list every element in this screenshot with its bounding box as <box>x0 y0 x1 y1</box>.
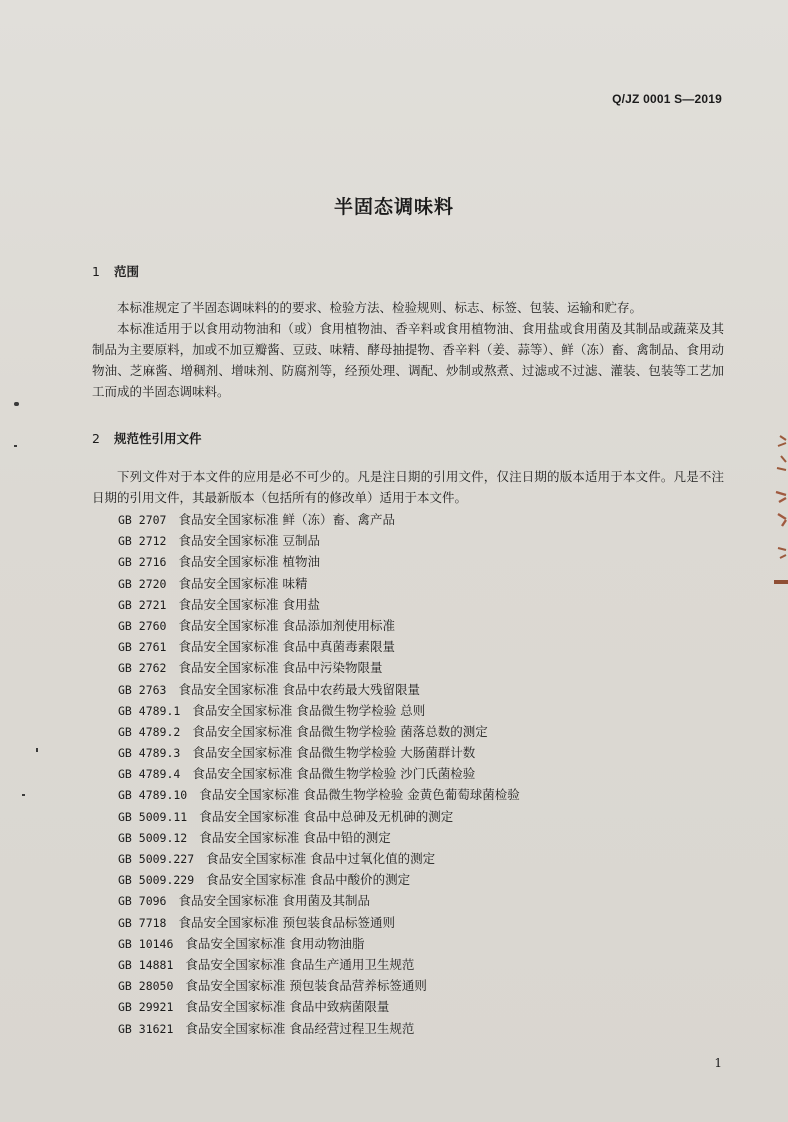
page-number: 1 <box>714 1056 722 1070</box>
reference-item <box>118 679 678 700</box>
reference-title: 食品安全国家标准 食用菌及其制品 <box>178 893 370 909</box>
reference-code: GB 4789.2 <box>118 724 181 739</box>
section-number: 1 <box>92 264 100 279</box>
reference-item <box>118 509 678 530</box>
scan-speck <box>14 402 19 406</box>
reference-title: 食品安全国家标准 预包装食品营养标签通则 <box>185 978 427 994</box>
reference-title: 食品安全国家标准 食品中真菌毒素限量 <box>178 639 395 655</box>
reference-item <box>118 806 678 827</box>
reference-title: 食品安全国家标准 食品添加剂使用标准 <box>178 617 395 633</box>
scope-paragraph: 本标准适用于以食用动物油和（或）食用植物油、香辛料或食用植物油、食用盐或食用菌及其制品或蔬菜及其制品为主要原料，加或不加豆瓣酱、豆豉、味精、酵母抽提物、香辛料（姜、蒜等）、鲜（冻）畜、禽制品、食用动物油、芝麻酱、增稠剂、增味剂、防腐剂等，经预处理、调配、炒制或熬煮、过滤或不过滤、灌装、包装等工艺加工而成的半固态调味料。 <box>92 321 724 399</box>
reference-list <box>118 509 678 1039</box>
reference-item <box>118 742 678 763</box>
reference-code: GB 5009.227 <box>118 852 195 866</box>
reference-title: 食品安全国家标准 食品生产通用卫生规范 <box>185 956 415 972</box>
reference-code: GB 29921 <box>118 1000 174 1015</box>
references-intro <box>92 466 724 508</box>
reference-title: 食品安全国家标准 食品中铅的测定 <box>199 829 391 845</box>
binding-stamp-edge <box>766 430 788 590</box>
reference-title: 食品安全国家标准 食品中农药最大残留限量 <box>178 681 420 697</box>
scan-speck <box>22 794 25 796</box>
reference-code: GB 2762 <box>118 661 167 676</box>
reference-item <box>118 1018 678 1039</box>
reference-title: 食品安全国家标准 食用动物油脂 <box>185 935 365 951</box>
document-title: 半固态调味料 <box>333 196 454 218</box>
reference-title: 食品安全国家标准 食品微生物学检验 总则 <box>192 702 426 718</box>
reference-item <box>118 848 678 869</box>
reference-title: 食品安全国家标准 鲜（冻）畜、禽产品 <box>178 512 395 527</box>
reference-title: 食品安全国家标准 食品微生物学检验 大肠菌群计数 <box>192 745 476 761</box>
reference-item <box>118 594 678 615</box>
reference-code: GB 2712 <box>118 534 167 549</box>
reference-title: 食品安全国家标准 植物油 <box>178 554 320 570</box>
reference-code: GB 2761 <box>118 640 167 655</box>
reference-code: GB 4789.3 <box>118 746 181 761</box>
reference-code: GB 2721 <box>118 597 167 612</box>
reference-code: GB 2716 <box>118 555 167 570</box>
scope-body <box>92 297 724 402</box>
reference-item <box>118 869 678 890</box>
reference-title: 食品安全国家标准 食品微生物学检验 金黄色葡萄球菌检验 <box>199 787 520 803</box>
reference-code: GB 28050 <box>118 979 174 994</box>
reference-item <box>118 530 678 551</box>
section-title: 规范性引用文件 <box>114 431 202 446</box>
reference-title: 食品安全国家标准 豆制品 <box>178 533 320 549</box>
reference-title: 食品安全国家标准 食品中污染物限量 <box>178 660 383 676</box>
reference-item <box>118 721 678 742</box>
reference-item <box>118 700 678 721</box>
reference-code: GB 7718 <box>118 915 167 930</box>
reference-code: GB 4789.4 <box>118 767 181 782</box>
reference-title: 食品安全国家标准 食品中酸价的测定 <box>206 872 411 888</box>
reference-code: GB 7096 <box>118 894 167 909</box>
reference-code: GB 31621 <box>118 1021 174 1036</box>
reference-item <box>118 657 678 678</box>
reference-item <box>118 890 678 911</box>
reference-code: GB 4789.1 <box>118 703 181 718</box>
standard-code: Q/JZ 0001 S—2019 <box>612 92 722 106</box>
reference-title: 食品安全国家标准 食品微生物学检验 沙门氏菌检验 <box>192 766 476 782</box>
reference-code: GB 2760 <box>118 618 167 633</box>
reference-item <box>118 996 678 1017</box>
reference-code: GB 5009.12 <box>118 830 188 845</box>
reference-item <box>118 954 678 975</box>
reference-title: 食品安全国家标准 食品中总砷及无机砷的测定 <box>199 808 454 824</box>
section-number: 2 <box>92 431 100 446</box>
reference-code: GB 2720 <box>118 576 167 591</box>
section-heading-scope <box>92 262 139 280</box>
references-intro-paragraph: 下列文件对于本文件的应用是必不可少的。凡是注日期的引用文件，仅注日期的版本适用于本文件。凡是不注日期的引用文件，其最新版本（包括所有的修改单）适用于本文件。 <box>92 469 724 505</box>
reference-code: GB 4789.10 <box>118 788 188 803</box>
reference-code: GB 10146 <box>118 936 174 951</box>
scope-paragraph: 本标准规定了半固态调味料的的要求、检验方法、检验规则、标志、标签、包装、运输和贮存。 <box>117 300 643 315</box>
reference-item <box>118 551 678 572</box>
reference-item <box>118 784 678 805</box>
reference-item <box>118 975 678 996</box>
reference-code: GB 2707 <box>118 513 167 527</box>
reference-code: GB 2763 <box>118 682 167 697</box>
reference-title: 食品安全国家标准 预包装食品标签通则 <box>178 914 395 930</box>
section-title: 范围 <box>114 264 140 279</box>
reference-title: 食品安全国家标准 食品中致病菌限量 <box>185 999 390 1015</box>
reference-title: 食品安全国家标准 食品中过氧化值的测定 <box>206 851 436 866</box>
reference-code: GB 5009.229 <box>118 873 195 888</box>
reference-item <box>118 827 678 848</box>
reference-item <box>118 933 678 954</box>
section-heading-normative-references <box>92 429 202 447</box>
reference-item <box>118 573 678 594</box>
reference-title: 食品安全国家标准 食品经营过程卫生规范 <box>185 1020 415 1036</box>
scan-speck <box>14 445 17 447</box>
scan-speck <box>36 748 38 752</box>
reference-title: 食品安全国家标准 食品微生物学检验 菌落总数的测定 <box>192 723 488 739</box>
reference-title: 食品安全国家标准 食用盐 <box>178 596 320 612</box>
reference-item <box>118 912 678 933</box>
reference-item <box>118 636 678 657</box>
reference-title: 食品安全国家标准 味精 <box>178 575 308 591</box>
reference-code: GB 14881 <box>118 957 174 972</box>
reference-code: GB 5009.11 <box>118 809 188 824</box>
reference-item <box>118 763 678 784</box>
reference-item <box>118 615 678 636</box>
